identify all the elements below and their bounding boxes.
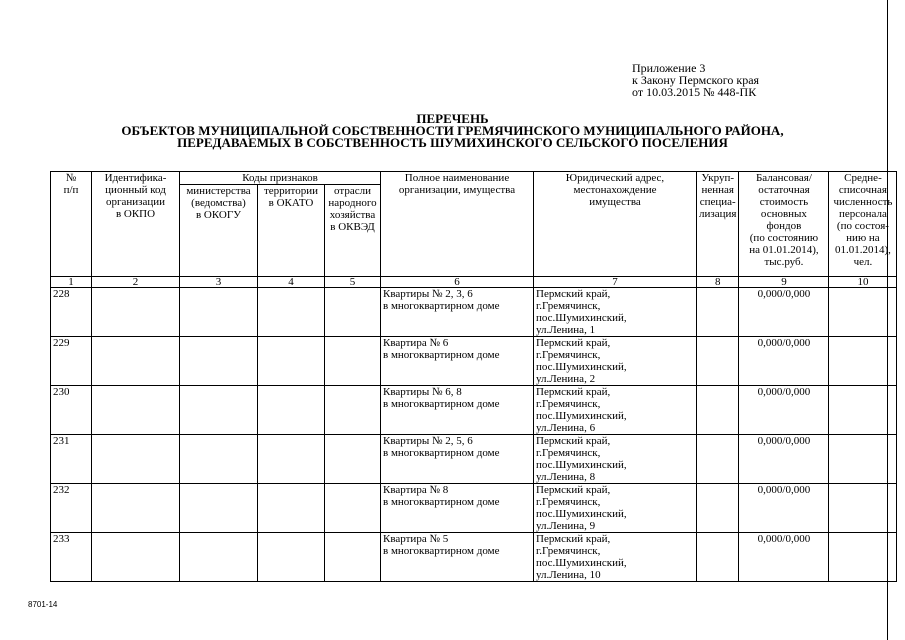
cell-spec <box>697 386 739 435</box>
header-balance-line: Балансовая/ <box>755 172 812 184</box>
cell-num: 230 <box>51 386 92 435</box>
cell-address-line: пос.Шумихинский, <box>536 508 627 520</box>
cell-address-line: г.Гремячинск, <box>536 398 601 410</box>
cell-num: 229 <box>51 337 92 386</box>
header-balance-line: на 01.01.2014), <box>749 244 819 256</box>
cell-name-line: Квартира № 5 <box>383 533 449 545</box>
cell-address <box>534 533 697 582</box>
title-line: ОБЪЕКТОВ МУНИЦИПАЛЬНОЙ СОБСТВЕННОСТИ ГРЕМЯЧИНСКОГО МУНИЦИПАЛЬНОГО РАЙОНА, <box>121 123 784 138</box>
title-line: ПЕРЕДАВАЕМЫХ В СОБСТВЕННОСТЬ ШУМИХИНСКОГО СЕЛЬСКОГО ПОСЕЛЕНИЯ <box>177 135 728 150</box>
cell-okato <box>258 484 325 533</box>
header-address-line: местонахождение <box>573 184 657 196</box>
cell-address-line: г.Гремячинск, <box>536 349 601 361</box>
cell-name-line: в многоквартирном доме <box>383 447 500 459</box>
header-spec <box>697 172 739 277</box>
cell-okpo <box>92 533 180 582</box>
header-okved-line: хозяйства <box>329 209 376 221</box>
cell-name <box>381 337 534 386</box>
header-num <box>51 172 92 277</box>
cell-okogu <box>180 435 258 484</box>
header-name-line: организации, имущества <box>398 184 516 196</box>
col-number: 3 <box>180 277 258 288</box>
cell-name-line: в многоквартирном доме <box>383 398 500 410</box>
header-spec-line: специа- <box>699 196 736 208</box>
header-balance-line: (по состоянию <box>749 232 819 244</box>
cell-num: 233 <box>51 533 92 582</box>
cell-balance: 0,000/0,000 <box>739 435 829 484</box>
cell-balance: 0,000/0,000 <box>739 484 829 533</box>
cell-address-line: ул.Ленина, 6 <box>536 422 596 434</box>
cell-staff <box>829 386 897 435</box>
cell-num: 231 <box>51 435 92 484</box>
cell-okpo <box>92 288 180 337</box>
col-number: 9 <box>739 277 829 288</box>
cell-name <box>381 386 534 435</box>
cell-name-line: в многоквартирном доме <box>383 545 500 557</box>
cell-name-line: в многоквартирном доме <box>383 496 500 508</box>
cell-address-line: г.Гремячинск, <box>536 447 601 459</box>
cell-name <box>381 484 534 533</box>
header-okogu-line: министерства <box>186 185 251 197</box>
cell-name-line: Квартира № 8 <box>383 484 449 496</box>
header-address <box>534 172 697 277</box>
cell-address-line: Пермский край, <box>536 484 611 496</box>
header-balance-line: остаточная <box>758 184 810 196</box>
header-okato-line: территории <box>263 185 318 197</box>
header-balance-line: основных <box>760 208 807 220</box>
cell-address-line: пос.Шумихинский, <box>536 410 627 422</box>
cell-address-line: Пермский край, <box>536 386 611 398</box>
cell-num: 228 <box>51 288 92 337</box>
cell-okved <box>325 337 381 386</box>
cell-name <box>381 435 534 484</box>
header-name-line: Полное наименование <box>404 172 510 184</box>
cell-spec <box>697 484 739 533</box>
cell-address-line: пос.Шумихинский, <box>536 361 627 373</box>
cell-okogu <box>180 386 258 435</box>
header-balance-line: тыс.руб. <box>764 256 804 268</box>
cell-okato <box>258 533 325 582</box>
header-okpo-line: Идентифика- <box>104 172 167 184</box>
cell-staff <box>829 288 897 337</box>
header-okved-line: в ОКВЭД <box>330 221 375 233</box>
header-staff-line: (по состоя- <box>836 220 889 232</box>
header-staff-line: 01.01.2014), <box>834 244 891 256</box>
title-line: ПЕРЕЧЕНЬ <box>416 111 489 126</box>
table-row <box>51 435 897 484</box>
header-okpo-line: организации <box>105 196 166 208</box>
cell-name-line: Квартиры № 2, 5, 6 <box>383 435 473 447</box>
cell-okved <box>325 533 381 582</box>
appendix-line: от 10.03.2015 № 448-ПК <box>632 85 757 99</box>
cell-okpo <box>92 386 180 435</box>
header-okato-line: в ОКАТО <box>268 197 314 209</box>
header-address-line: имущества <box>589 196 641 208</box>
header-okved-line: отрасли <box>334 185 371 197</box>
table-row <box>51 533 897 582</box>
cell-okato <box>258 288 325 337</box>
table-row <box>51 337 897 386</box>
cell-address-line: пос.Шумихинский, <box>536 557 627 569</box>
header-codes: Коды признаков <box>180 172 381 185</box>
cell-balance: 0,000/0,000 <box>739 337 829 386</box>
cell-name-line: в многоквартирном доме <box>383 349 500 361</box>
header-staff-line: Средне- <box>844 172 882 184</box>
cell-address <box>534 484 697 533</box>
cell-balance: 0,000/0,000 <box>739 386 829 435</box>
cell-okogu <box>180 533 258 582</box>
cell-okved <box>325 484 381 533</box>
header-name <box>381 172 534 277</box>
header-okogu <box>180 185 258 277</box>
cell-address <box>534 386 697 435</box>
cell-okved <box>325 435 381 484</box>
cell-address-line: г.Гремячинск, <box>536 496 601 508</box>
header-balance <box>739 172 829 277</box>
cell-okogu <box>180 484 258 533</box>
cell-address-line: Пермский край, <box>536 533 611 545</box>
header-num-line: № <box>65 172 77 184</box>
col-number: 4 <box>258 277 325 288</box>
cell-address-line: пос.Шумихинский, <box>536 312 627 324</box>
cell-name <box>381 533 534 582</box>
col-number: 8 <box>697 277 739 288</box>
cell-okato <box>258 435 325 484</box>
table-row <box>51 386 897 435</box>
header-num-line: п/п <box>63 184 79 196</box>
cell-address-line: пос.Шумихинский, <box>536 459 627 471</box>
col-number: 2 <box>92 277 180 288</box>
col-number: 5 <box>325 277 381 288</box>
header-spec-line: Укруп- <box>701 172 734 184</box>
cell-staff <box>829 484 897 533</box>
header-staff-line: нию на <box>846 232 880 244</box>
cell-name-line: Квартиры № 6, 8 <box>383 386 462 398</box>
col-number: 10 <box>829 277 897 288</box>
appendix-note <box>632 62 759 98</box>
cell-num: 232 <box>51 484 92 533</box>
property-table <box>50 171 897 582</box>
header-spec-line: ненная <box>701 184 734 196</box>
cell-okogu <box>180 337 258 386</box>
document-code: 8701-14 <box>28 600 58 609</box>
header-staff-line: персонала <box>838 208 887 220</box>
cell-spec <box>697 533 739 582</box>
header-balance-line: стоимость <box>759 196 809 208</box>
cell-balance: 0,000/0,000 <box>739 288 829 337</box>
table-row <box>51 288 897 337</box>
cell-address <box>534 337 697 386</box>
cell-spec <box>697 337 739 386</box>
appendix-line: Приложение 3 <box>632 61 706 75</box>
appendix-line: к Закону Пермского края <box>632 73 760 87</box>
header-balance-line: фондов <box>766 220 802 232</box>
header-okpo-line: ционный код <box>105 184 166 196</box>
column-number-row <box>51 277 897 288</box>
header-address-line: Юридический адрес, <box>565 172 665 184</box>
cell-okogu <box>180 288 258 337</box>
header-okogu-line: (ведомства) <box>191 197 246 209</box>
cell-address-line: ул.Ленина, 10 <box>536 569 601 581</box>
cell-balance: 0,000/0,000 <box>739 533 829 582</box>
cell-okato <box>258 386 325 435</box>
col-number: 1 <box>51 277 92 288</box>
col-number: 7 <box>534 277 697 288</box>
header-okved-line: народного <box>328 197 377 209</box>
cell-address-line: ул.Ленина, 2 <box>536 373 596 385</box>
cell-address-line: г.Гремячинск, <box>536 545 601 557</box>
cell-address-line: Пермский край, <box>536 288 611 300</box>
header-okato <box>258 185 325 277</box>
header-okpo-line: в ОКПО <box>115 208 156 220</box>
header-spec-line: лизация <box>699 208 737 220</box>
cell-name-line: Квартиры № 2, 3, 6 <box>383 288 473 300</box>
document-title <box>0 113 905 149</box>
header-staff-line: списочная <box>838 184 887 196</box>
cell-okved <box>325 288 381 337</box>
header-row <box>51 172 897 185</box>
cell-address-line: ул.Ленина, 9 <box>536 520 596 532</box>
cell-address <box>534 435 697 484</box>
cell-okpo <box>92 435 180 484</box>
cell-staff <box>829 435 897 484</box>
cell-name <box>381 288 534 337</box>
header-staff-line: чел. <box>853 256 873 268</box>
cell-okpo <box>92 484 180 533</box>
cell-name-line: в многоквартирном доме <box>383 300 500 312</box>
cell-okved <box>325 386 381 435</box>
header-okved <box>325 185 381 277</box>
cell-name-line: Квартира № 6 <box>383 337 449 349</box>
cell-spec <box>697 435 739 484</box>
cell-staff <box>829 533 897 582</box>
cell-address <box>534 288 697 337</box>
cell-okato <box>258 337 325 386</box>
header-okogu-line: в ОКОГУ <box>195 209 242 221</box>
table-body <box>51 288 897 582</box>
cell-okpo <box>92 337 180 386</box>
header-staff <box>829 172 897 277</box>
cell-address-line: ул.Ленина, 8 <box>536 471 596 483</box>
header-staff-line: численность <box>833 196 893 208</box>
cell-address-line: Пермский край, <box>536 337 611 349</box>
cell-spec <box>697 288 739 337</box>
cell-staff <box>829 337 897 386</box>
cell-address-line: Пермский край, <box>536 435 611 447</box>
col-number: 6 <box>381 277 534 288</box>
table-row <box>51 484 897 533</box>
cell-address-line: ул.Ленина, 1 <box>536 324 596 336</box>
cell-address-line: г.Гремячинск, <box>536 300 601 312</box>
header-okpo <box>92 172 180 277</box>
